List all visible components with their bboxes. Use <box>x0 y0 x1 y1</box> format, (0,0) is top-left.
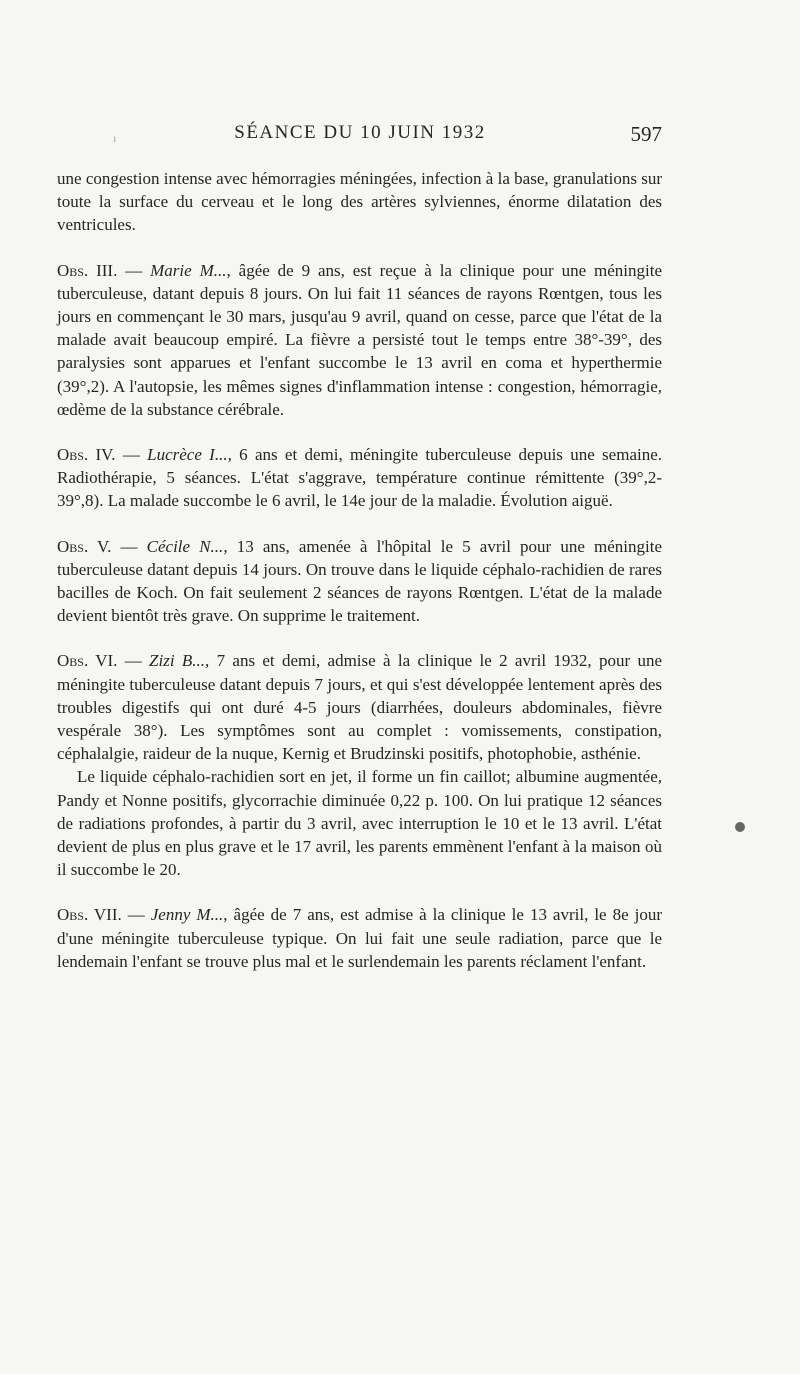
observation-label: Obs. VII. <box>57 905 122 925</box>
patient-name: Lucrèce I... <box>147 445 228 465</box>
running-head <box>58 122 662 152</box>
observation-iii <box>57 259 662 421</box>
paragraph-text: une congestion intense avec hémorragies méningées, infection à la base, granulations sur toute la surface du cerveau et le long des artères sylviennes, énorme dilatation des ventricules. <box>57 169 662 235</box>
paragraph-text: , 6 ans et demi, méningite tuberculeuse depuis une semaine. Radiothérapie, 5 séances. L'état s'aggrave, température continue rémittente (39°,2-39°,8). La malade succombe le 6 avril, le 14e jour de la maladie. Évolution aiguë. <box>57 445 663 511</box>
running-title: SÉANCE DU 10 JUIN 1932 <box>234 122 486 143</box>
observation-dash: — <box>121 905 151 925</box>
paragraph-continuation <box>57 167 662 237</box>
paragraph-text: , âgée de 9 ans, est reçue à la clinique pour une méningite tuberculeuse, datant depuis 8 jours. On lui fait 11 séances de rayons Rœntgen, tous les jours en commençant le 30 mars, jusqu'au 9 avril, quand on cesse, parce que l'état de la malade avait beaucoup empiré. La fièvre a persisté tout le temps entre 38°-39°, des paralysies sont apparues et l'enfant succombe le 13 avril en coma et hyperthermie (39°,2). A l'autopsie, les mêmes signes d'inflammation intense : congestion, hémorragie, œdème de la substance cérébrale. <box>57 260 662 419</box>
observation-vii <box>57 903 662 973</box>
observation-vi-continued <box>57 765 662 881</box>
observation-dash: — <box>115 445 148 465</box>
observation-vi <box>57 649 662 765</box>
patient-name: Zizi B... <box>149 651 206 671</box>
patient-name: Marie M... <box>150 260 227 280</box>
paragraph-text: , 7 ans et demi, admise à la clinique le 2 avril 1932, pour une méningite tuberculeuse datant depuis 7 jours, et qui s'est développée lentement après des troubles digestifs qui ont duré 4-5 jours (diarrhées, douleurs abdominales, fièvre vespérale 38°). Les symptômes sont au complet : vomissements, constipation, céphalalgie, raideur de la nuque, Kernig et Brudzinski positifs, photophobie, asthénie. <box>57 651 662 764</box>
observation-v <box>57 535 662 628</box>
observation-label: Obs. VI. <box>57 651 118 671</box>
observation-iv <box>57 443 662 513</box>
paragraph-text: , 13 ans, amenée à l'hôpital le 5 avril pour une méningite tuberculeuse datant depuis 14 jours. On trouve dans le liquide céphalo-rachidien de rares bacilles de Koch. On fait seulement 2 séances de rayons Rœntgen. L'état de la malade devient bientôt très grave. On supprime le traitement. <box>57 536 663 626</box>
patient-name: Cécile N... <box>146 536 224 556</box>
body-text <box>57 167 662 973</box>
margin-mark: ı <box>113 131 117 145</box>
observation-dash: — <box>117 651 150 671</box>
page-number: 597 <box>630 122 662 146</box>
paragraph-text: Le liquide céphalo-rachidien sort en jet, il forme un fin caillot; albumine augmentée, Pandy et Nonne positifs, glycorrachie diminuée 0,22 p. 100. On lui pratique 12 séances de radiations profondes, à partir du 3 avril, avec interruption le 10 et le 13 avril. L'état devient de plus en plus grave et le 17 avril, les parents emmènent l'enfant à la maison où il succombe le 20. <box>57 767 662 880</box>
observation-label: Obs. III. <box>57 260 118 280</box>
paragraph-text: , âgée de 7 ans, est admise à la clinique le 13 avril, le 8e jour d'une méningite tuberculeuse typique. On lui fait une seule radiation, parce que le lendemain l'enfant se trouve plus mal et le surlendemain les parents réclament l'enfant. <box>57 905 663 971</box>
patient-name: Jenny M... <box>150 905 224 925</box>
observation-label: Obs. IV. <box>57 445 116 465</box>
ink-spot <box>735 822 745 832</box>
observation-dash: — <box>117 260 151 280</box>
observation-dash: — <box>111 536 147 556</box>
observation-label: Obs. V. <box>57 536 112 556</box>
